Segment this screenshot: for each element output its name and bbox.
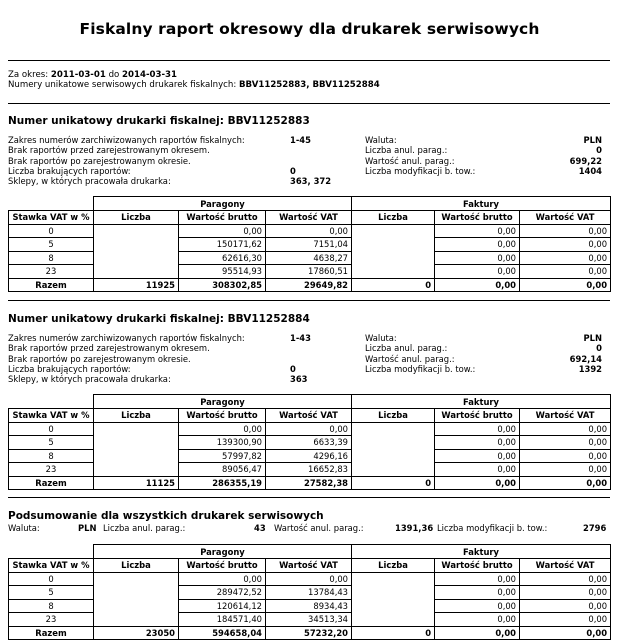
info-label-cancel-value: Wartość anul. parag.: — [365, 353, 455, 364]
col-vat-rate: Stawka VAT w % — [9, 409, 94, 423]
cell-inv-gross: 0,00 — [435, 422, 520, 436]
info-missing-count-value: 0 — [290, 363, 296, 374]
period-line — [8, 70, 177, 80]
info-value-currency: PLN — [583, 333, 602, 343]
cell-total-label: Razem — [9, 626, 94, 640]
cell-vat: 0,00 — [266, 572, 352, 586]
info-label-cancel-value: Wartość anul. parag.: — [365, 155, 455, 166]
cell-gross: 120614,12 — [179, 599, 266, 613]
info-value-currency: PLN — [583, 135, 602, 145]
cell-inv-gross: 0,00 — [435, 599, 520, 613]
cell-gross: 139300,90 — [179, 436, 266, 450]
divider — [8, 300, 610, 301]
info-value-cancel-count: 0 — [596, 145, 602, 156]
cell-rate: 23 — [9, 265, 94, 279]
cell-rate: 5 — [9, 436, 94, 450]
header-invoices: Faktury — [352, 197, 611, 211]
cell-inv-count-empty — [352, 572, 435, 626]
col-inv-count: Liczba — [352, 559, 435, 573]
serials-value: BBV11252883, BBV11252884 — [238, 80, 380, 90]
period-to: 2014-03-31 — [122, 70, 178, 80]
summary-cancel-count-label: Liczba anul. parag.: — [103, 523, 186, 533]
col-count: Liczba — [94, 559, 179, 573]
cell-total-gross: 308302,85 — [179, 278, 266, 292]
cell-rate: 0 — [9, 224, 94, 238]
cell-inv-gross: 0,00 — [435, 238, 520, 252]
info-label-range: Zakres numerów zarchiwizowanych raportów fiskalnych: — [8, 135, 245, 145]
header-spacer — [9, 545, 94, 559]
cell-total-inv-count: 0 — [352, 476, 435, 490]
cell-inv-vat: 0,00 — [520, 463, 611, 477]
summary-mod-count-label: Liczba modyfikacji b. tow.: — [437, 523, 548, 533]
header-invoices: Faktury — [352, 395, 611, 409]
col-count: Liczba — [94, 409, 179, 423]
info-label-mod-count: Liczba modyfikacji b. tow.: — [365, 165, 476, 176]
header-invoices: Faktury — [352, 545, 611, 559]
summary-currency-label: Waluta: — [8, 523, 40, 533]
cell-inv-gross: 0,00 — [435, 449, 520, 463]
cell-inv-vat: 0,00 — [520, 586, 611, 600]
cell-total-gross: 594658,04 — [179, 626, 266, 640]
cell-vat: 8934,43 — [266, 599, 352, 613]
vat-table — [8, 196, 611, 292]
cell-count-empty — [94, 224, 179, 278]
printer-heading: Numer unikatowy drukarki fiskalnej: BBV11252884 — [8, 313, 310, 325]
col-inv-gross: Wartość brutto — [435, 211, 520, 225]
summary-cancel-value: 1391,36 — [395, 523, 434, 533]
cell-total-inv-gross: 0,00 — [435, 476, 520, 490]
cell-vat: 0,00 — [266, 422, 352, 436]
cell-total-vat: 57232,20 — [266, 626, 352, 640]
cell-inv-gross: 0,00 — [435, 463, 520, 477]
divider — [8, 60, 610, 61]
info-label-missing-count: Liczba brakujących raportów: — [8, 165, 131, 176]
serials-label: Numery unikatowe serwisowych drukarek fiskalnych: — [8, 80, 237, 90]
cell-inv-vat: 0,00 — [520, 251, 611, 265]
period-label: Za okres: — [8, 70, 49, 80]
info-label-currency: Waluta: — [365, 333, 397, 343]
cell-gross: 150171,62 — [179, 238, 266, 252]
cell-inv-gross: 0,00 — [435, 436, 520, 450]
cell-vat: 17860,51 — [266, 265, 352, 279]
col-vat: Wartość VAT — [266, 409, 352, 423]
serials-line — [8, 80, 380, 90]
cell-inv-vat: 0,00 — [520, 265, 611, 279]
header-spacer — [9, 395, 94, 409]
col-vat: Wartość VAT — [266, 211, 352, 225]
cell-inv-gross: 0,00 — [435, 572, 520, 586]
cell-total-inv-vat: 0,00 — [520, 626, 611, 640]
cell-rate: 8 — [9, 599, 94, 613]
cell-total-inv-gross: 0,00 — [435, 278, 520, 292]
header-receipts: Paragony — [94, 545, 352, 559]
col-inv-gross: Wartość brutto — [435, 559, 520, 573]
info-label-mod-count: Liczba modyfikacji b. tow.: — [365, 363, 476, 374]
cell-vat: 34513,34 — [266, 613, 352, 627]
cell-gross: 0,00 — [179, 422, 266, 436]
cell-inv-vat: 0,00 — [520, 599, 611, 613]
cell-gross: 57997,82 — [179, 449, 266, 463]
cell-total-inv-vat: 0,00 — [520, 476, 611, 490]
printer-heading: Numer unikatowy drukarki fiskalnej: BBV11252883 — [8, 115, 310, 127]
period-to-word: do — [108, 70, 120, 80]
header-receipts: Paragony — [94, 197, 352, 211]
cell-vat: 0,00 — [266, 224, 352, 238]
info-label-currency: Waluta: — [365, 135, 397, 145]
info-value-mod-count: 1404 — [578, 165, 602, 176]
report-title: Fiskalny raport okresowy dla drukarek serwisowych — [79, 20, 540, 38]
cell-rate: 23 — [9, 613, 94, 627]
cell-gross: 0,00 — [179, 572, 266, 586]
col-inv-count: Liczba — [352, 211, 435, 225]
cell-inv-gross: 0,00 — [435, 251, 520, 265]
table-row — [9, 224, 611, 238]
info-shops-value: 363 — [290, 374, 308, 385]
table-total-row — [9, 626, 611, 640]
cell-inv-gross: 0,00 — [435, 586, 520, 600]
cell-rate: 23 — [9, 463, 94, 477]
cell-gross: 0,00 — [179, 224, 266, 238]
cell-gross: 184571,40 — [179, 613, 266, 627]
table-total-row — [9, 476, 611, 490]
col-gross: Wartość brutto — [179, 409, 266, 423]
cell-total-count: 23050 — [94, 626, 179, 640]
col-count: Liczba — [94, 211, 179, 225]
cell-inv-vat: 0,00 — [520, 572, 611, 586]
info-label-missing-count: Liczba brakujących raportów: — [8, 363, 131, 374]
info-label-missing-after: Brak raportów po zarejestrowanym okresie. — [8, 155, 191, 166]
cell-rate: 5 — [9, 586, 94, 600]
col-inv-gross: Wartość brutto — [435, 409, 520, 423]
cell-total-inv-vat: 0,00 — [520, 278, 611, 292]
period-from: 2011-03-01 — [50, 70, 106, 80]
summary-cancel-value-label: Wartość anul. parag.: — [274, 523, 364, 533]
summary-heading: Podsumowanie dla wszystkich drukarek serwisowych — [8, 510, 324, 522]
cell-inv-vat: 0,00 — [520, 449, 611, 463]
info-label-missing-before: Brak raportów przed zarejestrowanym okresem. — [8, 343, 210, 354]
col-gross: Wartość brutto — [179, 559, 266, 573]
cell-total-gross: 286355,19 — [179, 476, 266, 490]
cell-inv-vat: 0,00 — [520, 436, 611, 450]
divider — [8, 103, 610, 104]
cell-total-inv-count: 0 — [352, 626, 435, 640]
cell-inv-gross: 0,00 — [435, 265, 520, 279]
table-total-row — [9, 278, 611, 292]
cell-total-label: Razem — [9, 278, 94, 292]
info-label-range: Zakres numerów zarchiwizowanych raportów fiskalnych: — [8, 333, 245, 343]
col-gross: Wartość brutto — [179, 211, 266, 225]
cell-rate: 8 — [9, 449, 94, 463]
info-value-cancel-count: 0 — [596, 343, 602, 354]
info-label-missing-after: Brak raportów po zarejestrowanym okresie. — [8, 353, 191, 364]
cell-inv-vat: 0,00 — [520, 224, 611, 238]
summary-currency: PLN — [78, 523, 97, 533]
vat-table — [8, 544, 611, 640]
cell-rate: 0 — [9, 572, 94, 586]
cell-total-count: 11925 — [94, 278, 179, 292]
cell-count-empty — [94, 422, 179, 476]
info-label-cancel-count: Liczba anul. parag.: — [365, 343, 448, 354]
cell-gross: 95514,93 — [179, 265, 266, 279]
col-vat-rate: Stawka VAT w % — [9, 559, 94, 573]
cell-vat: 6633,39 — [266, 436, 352, 450]
cell-count-empty — [94, 572, 179, 626]
cell-vat: 16652,83 — [266, 463, 352, 477]
cell-vat: 4296,16 — [266, 449, 352, 463]
info-range-value: 1-43 — [290, 333, 311, 343]
col-inv-vat: Wartość VAT — [520, 559, 611, 573]
col-vat-rate: Stawka VAT w % — [9, 211, 94, 225]
cell-rate: 8 — [9, 251, 94, 265]
cell-inv-vat: 0,00 — [520, 422, 611, 436]
cell-gross: 89056,47 — [179, 463, 266, 477]
col-vat: Wartość VAT — [266, 559, 352, 573]
cell-vat: 7151,04 — [266, 238, 352, 252]
header-receipts: Paragony — [94, 395, 352, 409]
cell-total-vat: 29649,82 — [266, 278, 352, 292]
cell-rate: 0 — [9, 422, 94, 436]
info-value-mod-count: 1392 — [578, 363, 602, 374]
cell-total-inv-gross: 0,00 — [435, 626, 520, 640]
cell-vat: 4638,27 — [266, 251, 352, 265]
cell-inv-gross: 0,00 — [435, 613, 520, 627]
header-spacer — [9, 197, 94, 211]
cell-total-label: Razem — [9, 476, 94, 490]
cell-inv-vat: 0,00 — [520, 613, 611, 627]
col-inv-vat: Wartość VAT — [520, 211, 611, 225]
cell-gross: 289472,52 — [179, 586, 266, 600]
info-range-value: 1-45 — [290, 135, 311, 145]
col-inv-count: Liczba — [352, 409, 435, 423]
cell-total-inv-count: 0 — [352, 278, 435, 292]
vat-table — [8, 394, 611, 490]
table-row — [9, 572, 611, 586]
cell-vat: 13784,43 — [266, 586, 352, 600]
cell-inv-count-empty — [352, 422, 435, 476]
cell-inv-vat: 0,00 — [520, 238, 611, 252]
info-missing-count-value: 0 — [290, 165, 296, 176]
info-shops-value: 363, 372 — [290, 176, 332, 187]
cell-inv-count-empty — [352, 224, 435, 278]
col-inv-vat: Wartość VAT — [520, 409, 611, 423]
summary-cancel-count: 43 — [254, 523, 266, 533]
summary-mod-count: 2796 — [583, 523, 607, 533]
summary-info-line — [8, 523, 610, 534]
cell-total-vat: 27582,38 — [266, 476, 352, 490]
divider — [8, 497, 610, 498]
cell-gross: 62616,30 — [179, 251, 266, 265]
cell-total-count: 11125 — [94, 476, 179, 490]
info-label-missing-before: Brak raportów przed zarejestrowanym okresem. — [8, 145, 210, 156]
table-row — [9, 422, 611, 436]
info-label-cancel-count: Liczba anul. parag.: — [365, 145, 448, 156]
info-label-shops: Sklepy, w których pracowała drukarka: — [8, 176, 171, 187]
cell-inv-gross: 0,00 — [435, 224, 520, 238]
info-value-cancel-value: 699,22 — [569, 155, 602, 166]
cell-rate: 5 — [9, 238, 94, 252]
info-label-shops: Sklepy, w których pracowała drukarka: — [8, 374, 171, 385]
info-value-cancel-value: 692,14 — [569, 353, 602, 364]
